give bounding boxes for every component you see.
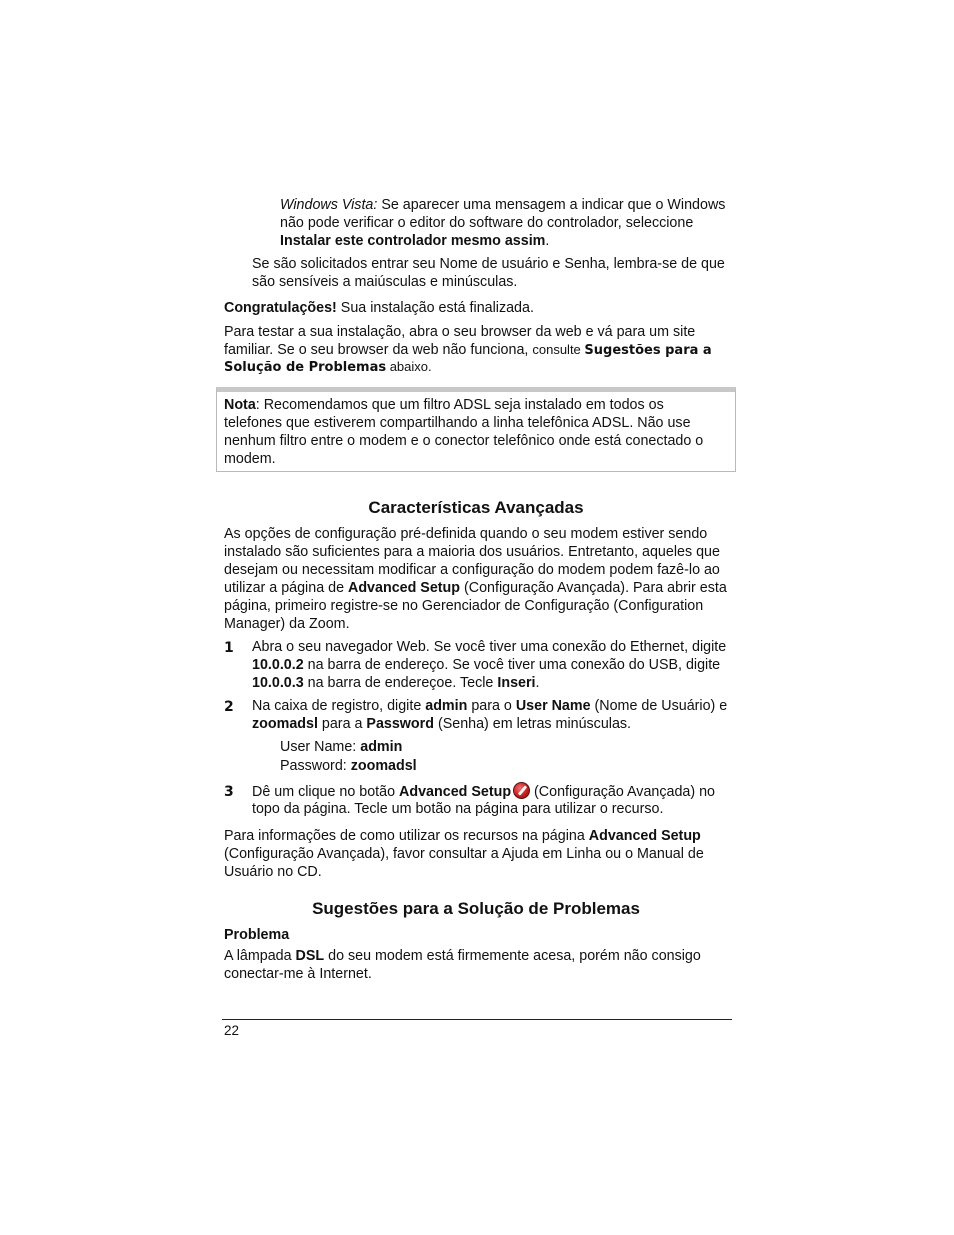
advanced-line-3: desejam ou necessitam modificar a configuração do modem podem fazê-lo ao <box>224 562 720 578</box>
footer-rule <box>222 1019 732 1020</box>
advanced-setup-wrench-icon <box>513 782 530 799</box>
info-line-2: (Configuração Avançada), favor consultar a Ajuda em Linha ou o Manual de <box>224 846 704 862</box>
problem-line-2: conectar-me à Internet. <box>224 966 372 982</box>
test-line-3: Solução de Problemas abaixo. <box>224 359 432 375</box>
step-2-number: 2 <box>224 699 234 715</box>
info-line-1: Para informações de como utilizar os recursos na página Advanced Setup <box>224 828 701 844</box>
step-3-line-1: Dê um clique no botão Advanced Setup (Configuração Avançada) no <box>252 784 715 800</box>
login-reminder-line-2: são sensíveis a maiúsculas e minúsculas. <box>252 274 518 290</box>
test-line-2: familiar. Se o seu browser da web não funciona, consulte Sugestões para a <box>224 342 712 358</box>
vista-line-2: não pode verificar o editor do software do controlador, seleccione <box>280 215 694 231</box>
step-1-line-3: 10.0.0.3 na barra de endereçoe. Tecle Inseri. <box>252 675 540 691</box>
note-line-2: telefones que estiverem compartilhando a linha telefônica ADSL. Não use <box>224 415 691 431</box>
credentials-password: Password: zoomadsl <box>280 758 417 774</box>
congrats-line: Congratulações! Sua instalação está finalizada. <box>224 300 534 316</box>
advanced-line-4: utilizar a página de Advanced Setup (Configuração Avançada). Para abrir esta <box>224 580 727 596</box>
step-1-line-1: Abra o seu navegador Web. Se você tiver uma conexão do Ethernet, digite <box>252 639 727 655</box>
note-label: Nota <box>224 397 256 413</box>
advanced-heading: Características Avançadas <box>368 498 584 517</box>
info-line-3: Usuário no CD. <box>224 864 322 880</box>
problem-line-1: A lâmpada DSL do seu modem está firmemente acesa, porém não consigo <box>224 948 701 964</box>
note-line-1: Nota: Recomendamos que um filtro ADSL seja instalado em todos os <box>224 397 664 413</box>
troubleshoot-heading: Sugestões para a Solução de Problemas <box>312 899 640 918</box>
note-line-4: modem. <box>224 451 276 467</box>
step-2-line-1: Na caixa de registro, digite admin para o User Name (Nome de Usuário) e <box>252 698 728 714</box>
note-line-3: nenhum filtro entre o modem e o conector telefônico onde está conectado o <box>224 433 704 449</box>
step-1-number: 1 <box>224 640 234 656</box>
test-line-1: Para testar a sua instalação, abra o seu browser da web e vá para um site <box>224 324 696 340</box>
step-2-line-2: zoomadsl para a Password (Senha) em letras minúsculas. <box>252 716 632 732</box>
page-number: 22 <box>224 1023 240 1038</box>
problem-label: Problema <box>224 927 290 943</box>
advanced-line-6: Manager) da Zoom. <box>224 616 350 632</box>
vista-line-3: Instalar este controlador mesmo assim. <box>280 233 550 249</box>
advanced-line-5: página, primeiro registre-se no Gerenciador de Configuração (Configuration <box>224 598 704 614</box>
step-3-line-2: topo da página. Tecle um botão na página para utilizar o recurso. <box>252 801 664 817</box>
login-reminder-line-1: Se são solicitados entrar seu Nome de usuário e Senha, lembra-se de que <box>252 256 725 272</box>
vista-line-1: Windows Vista: Se aparecer uma mensagem a indicar que o Windows <box>280 197 726 213</box>
advanced-line-2: instalado são suficientes para a maioria dos usuários. Entretanto, aqueles que <box>224 544 720 560</box>
advanced-line-1: As opções de configuração pré-definida quando o seu modem estiver sendo <box>224 526 708 542</box>
step-1-line-2: 10.0.0.2 na barra de endereço. Se você tiver uma conexão do USB, digite <box>252 657 721 673</box>
step-3-number: 3 <box>224 784 234 800</box>
vista-label: Windows Vista: <box>280 197 378 213</box>
credentials-user-name: User Name: admin <box>280 739 403 755</box>
